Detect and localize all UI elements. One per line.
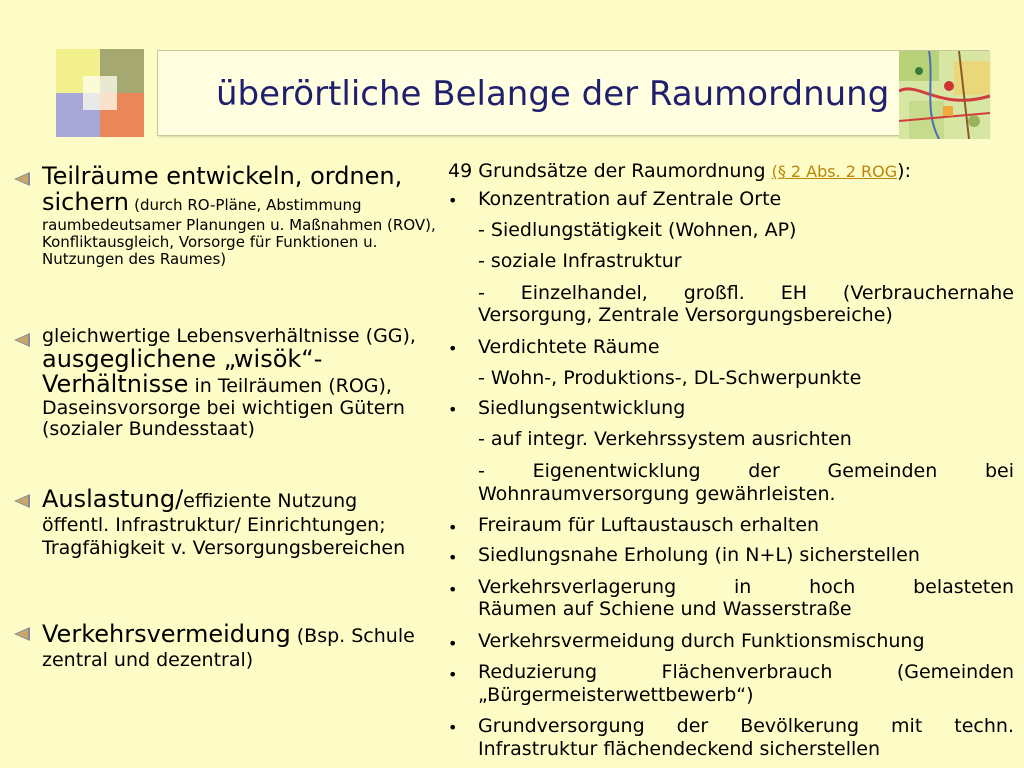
bullet-dot-icon: • xyxy=(448,400,458,419)
right-b9a: Grundversorgung der Bevölkerung mit techn. xyxy=(478,715,1014,737)
left-item-2-line2: ausgeglichene „wisök“- xyxy=(42,344,323,373)
bullet-dot-icon: • xyxy=(448,665,458,684)
bullet-dot-icon: • xyxy=(448,718,458,737)
right-b3: Siedlungsentwicklung xyxy=(478,397,686,419)
right-b8b: „Bürgermeisterwettbewerb“) xyxy=(478,684,754,706)
right-b9b: Infrastruktur flächendeckend sicherstellen xyxy=(478,738,881,760)
right-b1-sub1: - Siedlungstätigkeit (Wohnen, AP) xyxy=(478,219,797,241)
bullet-dot-icon: • xyxy=(448,634,458,653)
bullet-dot-icon: • xyxy=(448,191,458,210)
right-heading-text: 49 Grundsätze der Raumordnung xyxy=(448,160,766,182)
left-item-3-main: Auslastung/ xyxy=(42,485,184,513)
left-item-1 xyxy=(42,164,440,268)
left-item-4-line2: zentral und dezentral) xyxy=(42,648,254,671)
left-item-4-main: Verkehrsvermeidung xyxy=(42,620,291,648)
left-item-3-line3: Tragfähigkeit v. Versorgungsbereichen xyxy=(42,536,406,559)
bullet-dot-icon: • xyxy=(448,339,458,358)
right-b4: Freiraum für Luftaustausch erhalten xyxy=(478,514,820,536)
left-item-4-sub: (Bsp. Schule xyxy=(290,625,415,647)
right-b6a: Verkehrsverlagerung in hoch belasteten xyxy=(478,576,1014,598)
bullet-dot-icon: • xyxy=(448,548,458,567)
rog-link[interactable]: (§ 2 Abs. 2 ROG xyxy=(771,162,898,181)
left-item-2-line1: gleichwertige Lebensverhältnisse (GG), xyxy=(42,325,416,347)
right-b1-sub3b: Versorgung, Zentrale Versorgungsbereiche) xyxy=(478,304,893,326)
right-b7: Verkehrsvermeidung durch Funktionsmischung xyxy=(478,630,925,652)
left-item-3-sub: effiziente Nutzung xyxy=(183,490,358,512)
logo-squares xyxy=(56,49,144,137)
left-item-3 xyxy=(42,485,440,559)
left-item-2-line4: Daseinsvorsorge bei wichtigen Gütern (sozialer Bundesstaat) xyxy=(42,397,405,440)
left-item-3-line2: öffentl. Infrastruktur/ Einrichtungen; xyxy=(42,513,386,536)
bullet-dot-icon: • xyxy=(448,580,458,599)
right-b3-sub1: - auf integr. Verkehrssystem ausrichten xyxy=(478,428,852,450)
map-image xyxy=(899,51,990,139)
right-heading xyxy=(448,160,911,182)
left-item-2-line3a: Verhältnisse xyxy=(42,370,189,399)
left-item-1-main: Teilräume entwickeln, ordnen, sichern xyxy=(42,162,403,216)
right-b5: Siedlungsnahe Erholung (in N+L) sicherstellen xyxy=(478,544,920,566)
bullet-dot-icon: • xyxy=(448,518,458,537)
diamond-bullet-icon xyxy=(14,172,30,186)
right-b6b: Räumen auf Schiene und Wasserstraße xyxy=(478,598,852,620)
left-item-4 xyxy=(42,620,440,672)
right-b1-sub2: - soziale Infrastruktur xyxy=(478,250,682,272)
right-b1: Konzentration auf Zentrale Orte xyxy=(478,188,782,210)
right-b2: Verdichtete Räume xyxy=(478,336,660,358)
page-title: überörtliche Belange der Raumordnung xyxy=(216,74,890,114)
right-b2-sub1: - Wohn-, Produktions-, DL-Schwerpunkte xyxy=(478,367,862,389)
right-b3-sub2a: - Eigenentwicklung der Gemeinden bei xyxy=(478,460,1014,482)
right-b3-sub2b: Wohnraumversorgung gewährleisten. xyxy=(478,483,836,505)
diamond-bullet-icon xyxy=(14,494,30,508)
left-item-2 xyxy=(42,326,440,439)
right-b1-sub3a: - Einzelhandel, großfl. EH (Verbrauchernahe xyxy=(478,282,1014,304)
right-heading-end: ): xyxy=(897,160,911,182)
left-item-1-note: (durch RO-Pläne, Abstimmung raumbedeutsamer Planungen u. Maßnahmen (ROV), Konfliktausgleich, Vorsorge für Funktionen u. Nutzungen des Raumes) xyxy=(42,195,436,269)
diamond-bullet-icon xyxy=(14,627,30,641)
left-item-2-line3b: in Teilräumen (ROG), xyxy=(188,375,392,398)
diamond-bullet-icon xyxy=(14,333,30,347)
right-b8a: Reduzierung Flächenverbrauch (Gemeinden xyxy=(478,661,1014,683)
